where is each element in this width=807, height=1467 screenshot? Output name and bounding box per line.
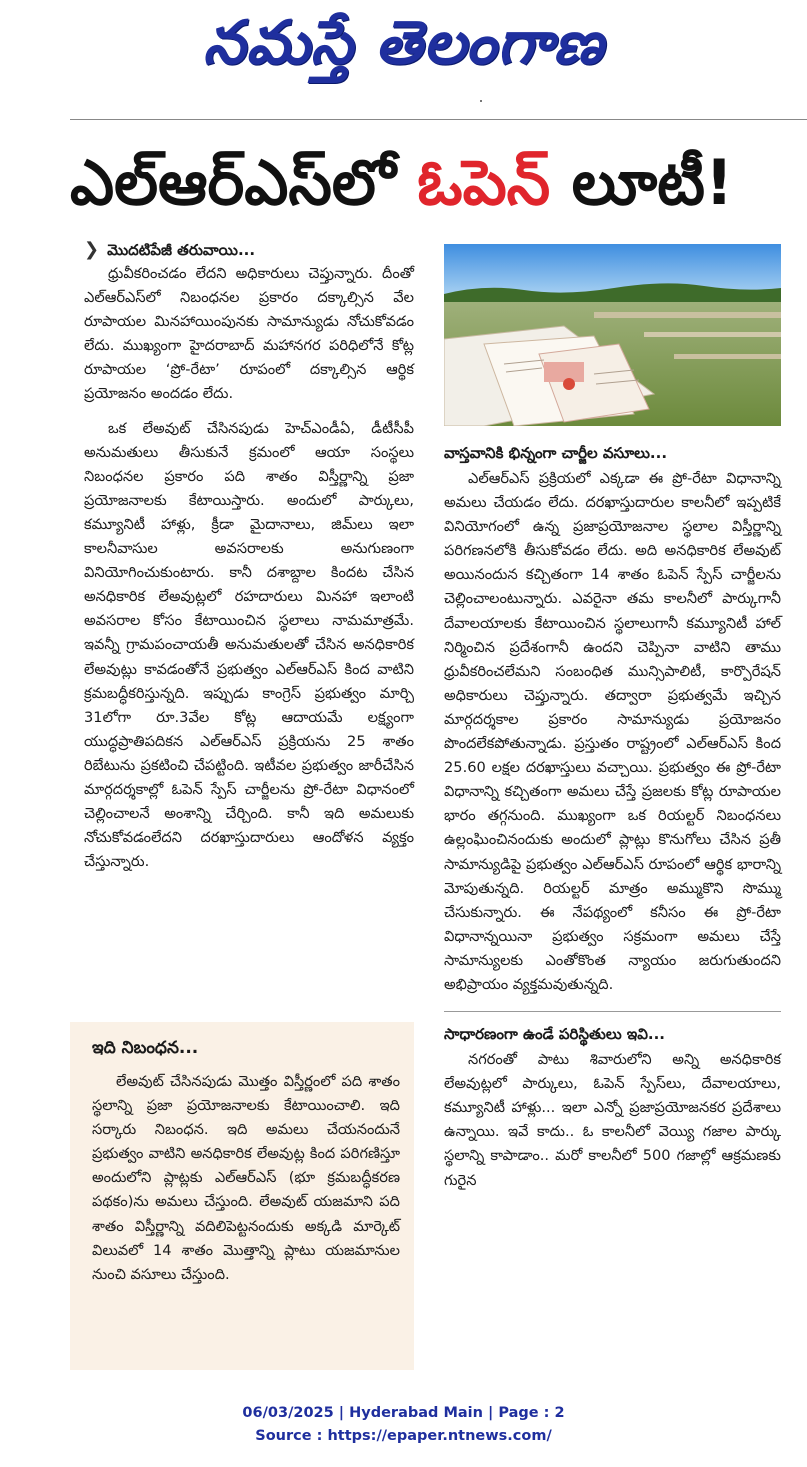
section-title-conditions: సాధారణంగా ఉండే పరిస్థితులు ఇవి... <box>444 1025 665 1044</box>
footer-date-edition: 06/03/2025 | Hyderabad Main | Page : 2 <box>242 1405 565 1421</box>
headline-part-3: లూటీ! <box>550 146 734 219</box>
continuation-kicker <box>84 238 414 262</box>
left-paragraph-2: ఒక లేఅవుట్‌ చేసినపుడు హెచ్‌ఎండీఏ, డీటీసీపీ అనుమతులు తీసుకునే క్రమంలో ఆయా సంస్థలు నిబంధనల ప్రకారం పది శాతం విస్తీర్ణాన్ని ప్రజా ప్రయోజనాలకు కేటాయిస్తారు. అందులో పార్కులు, కమ్యూనిటీ హాళ్లు, క్రీడా మైదానాలు, జిమ్‌లు ఇలా కాలనీవాసుల అవసరాలకు అనుగుణంగా వినియోగించుకుంటారు. కానీ దశాబ్దాల కిందట చేసిన అనధికారిక లేఅవుట్లలో రహదారులు మినహా ఇలాంటి అవసరాల కోసం కేటాయించిన స్థలాలు నామమాత్రమే. ఇవన్నీ గ్రామపంచాయతీ అనుమతులతో చేసిన అనధికారిక లేఅవుట్లు కావడంతోనే ప్రభుత్వం ఎల్‌ఆర్‌ఎస్‌ కింద వాటిని క్రమబద్ధీకరిస్తున్నది. ఇప్పుడు కాంగ్రెస్‌ ప్రభుత్వం మార్చి 31లోగా రూ.3వేల కోట్ల ఆదాయమే లక్ష్యంగా యుద్ధప్రాతిపదికన ఎల్‌ఆర్‌ఎస్‌ ప్రక్రియను 25 శాతం రిబేటును ప్రకటించి చేపట్టింది. ఇటీవల ప్రభుత్వం జారీచేసిన మార్గదర్శకాల్లో ఓపెన్‌ స్పేస్‌ చార్జీలను ప్రో-రేటా విధానంలో చెల్లించాలనే అంశాన్ని చేర్చింది. కానీ ఇది అమలుకు నోచుకోవడంలేదని దరఖాస్తుదారులు ఆందోళన వ్యక్తం చేస్తున్నారు. <box>84 419 414 871</box>
headline-part-1: ఎల్‌ఆర్‌ఎస్‌లో <box>70 146 418 219</box>
masthead <box>0 0 807 100</box>
headline-part-2: ఓపెన్‌ <box>417 146 551 219</box>
headline <box>70 135 807 230</box>
section-divider <box>444 1011 781 1012</box>
chevron-right-icon: ❯ <box>84 239 100 260</box>
rule-info-box <box>70 1022 414 1370</box>
section-title-charges: వాస్తవానికి భిన్నంగా చార్జీల వసూలు... <box>444 444 668 462</box>
right-column <box>444 441 781 1203</box>
header-divider <box>70 119 807 120</box>
box-body <box>92 1070 400 1287</box>
left-paragraph-1: ధ్రువీకరించడం లేదని అధికారులు చెప్తున్నారు. దీంతో ఎల్‌ఆర్‌ఎస్‌లో నిబంధనల ప్రకారం దక్కాల్సిన వేల రూపాయల మినహాయింపునకు సామాన్యుడు నోచుకోవడం లేదు. ముఖ్యంగా హైదరాబాద్‌ మహానగర పరిధిలోనే కోట్ల రూపాయల ‘ప్రో-రేటా’ రూపంలో దక్కాల్సిన ఆర్థిక ప్రయోజనం అందడం లేదు. <box>84 265 414 403</box>
kicker-text: మొదటిపేజీ తరువాయి... <box>107 241 256 259</box>
box-paragraph: లేఅవుట్‌ చేసినపుడు మొత్తం విస్తీర్ణంలో పది శాతం స్థలాన్ని ప్రజా ప్రయోజనాలకు కేటాయించాలి. ఇది సర్కారు నిబంధన. ఇది అమలు చేయనందునే ప్రభుత్వం వాటిని అనధికారిక లేఅవుట్ల కింద పరిగణిస్తూ అందులోని ప్లాట్లకు ఎల్‌ఆర్‌ఎస్‌ (భూ క్రమబద్ధీకరణ పథకం)ను అమలు చేస్తుంది. లేఅవుట్‌ యజమాని పది శాతం విస్తీర్ణాన్ని వదిలిపెట్టనందుకు అక్కడి మార్కెట్‌ విలువలో 14 శాతం మొత్తాన్ని ప్లాటు యజమానుల నుంచి వసూలు చేస్తుంది. <box>92 1073 400 1283</box>
box-title: ఇది నిబంధన... <box>92 1038 199 1058</box>
newspaper-logo: నమస్తే తెలంగాణ <box>202 8 605 78</box>
footer-source: Source : https://epaper.ntnews.com/ <box>255 1428 552 1444</box>
land-documents-photo <box>444 244 781 426</box>
left-column <box>84 238 414 884</box>
right-paragraph-1: ఎల్‌ఆర్‌ఎస్‌ ప్రక్రియలో ఎక్కడా ఈ ప్రో-రేటా విధానాన్ని అమలు చేయడం లేదు. దరఖాస్తుదారుల కాలనీలో ఇప్పటికే వినియోగంలో ఉన్న ప్రజాప్రయోజనాల స్థలాల విస్తీర్ణాన్ని పరిగణనలోకి తీసుకోవడం లేదు. అది అనధికారిక లేఅవుట్‌ అయినందున కచ్చితంగా 14 శాతం ఓపెన్‌ స్పేస్‌ చార్జీలను చెల్లించాలంటున్నారు. ఎవరైనా తమ కాలనీలో పార్కుగానీ దేవాలయాలకు కేటాయించిన స్థలాలుగానీ కమ్యూనిటీ హాల్‌ నిర్మించిన ప్రదేశంగానీ ఉందని చెప్పినా వాటిని తాము ధ్రువీకరించలేమని సంబంధిత మున్సిపాలిటీ, కార్పొరేషన్‌ అధికారులు చెప్తున్నారు. తద్వారా ప్రభుత్వమే ఇచ్చిన మార్గదర్శకాల ప్రకారం సామాన్యుడు ప్రయోజనం పొందలేకపోతున్నాడు. ప్రస్తుతం రాష్ట్రంలో ఎల్‌ఆర్‌ఎస్‌ కింద 25.60 లక్షల దరఖాస్తులు వచ్చాయి. ప్రభుత్వం ఈ ప్రో-రేటా విధానాన్ని కచ్చితంగా అమలు చేస్తే ప్రజలకు కోట్ల రూపాయల భారం తగ్గనుంది. ముఖ్యంగా ఒక రియల్టర్‌ నిబంధనలు ఉల్లంఘించినందుకు అందులో ప్లాట్లు కొనుగోలు చేసిన ప్రతీ సామాన్యుడిపై ప్రభుత్వం ఎల్‌ఆర్‌ఎస్‌ రూపంలో ఆర్థిక భారాన్ని మోపుతున్నది. రియల్టర్‌ మాత్రం అమ్ముకొని సొమ్ము చేసుకున్నారు. ఈ నేపథ్యంలో కనీసం ఈ ప్రో-రేటా విధానాన్నయినా ప్రభుత్వం సక్రమంగా అమలు చేస్తే సామాన్యులకు ఎంతోకొంత న్యాయం జరుగుతుందని అభిప్రాయం వ్యక్తమవుతున్నది. <box>444 470 781 993</box>
decorative-dot <box>480 100 482 102</box>
right-paragraph-2: నగరంతో పాటు శివారులోని అన్ని అనధికారిక లేఅవుట్లలో పార్కులు, ఓపెన్‌ స్పేస్‌లు, దేవాలయాలు, కమ్యూనిటీ హాళ్లు... ఇలా ఎన్నో ప్రజాప్రయోజనకర ప్రదేశాలు ఉన్నాయి. ఇవే కాదు.. ఓ కాలనీలో వెయ్యి గజాల పార్కు స్థలాన్ని కాపాడాం.. మరో కాలనీలో 500 గజాల్లో ఆక్రమణకు గురైన <box>444 1051 781 1189</box>
